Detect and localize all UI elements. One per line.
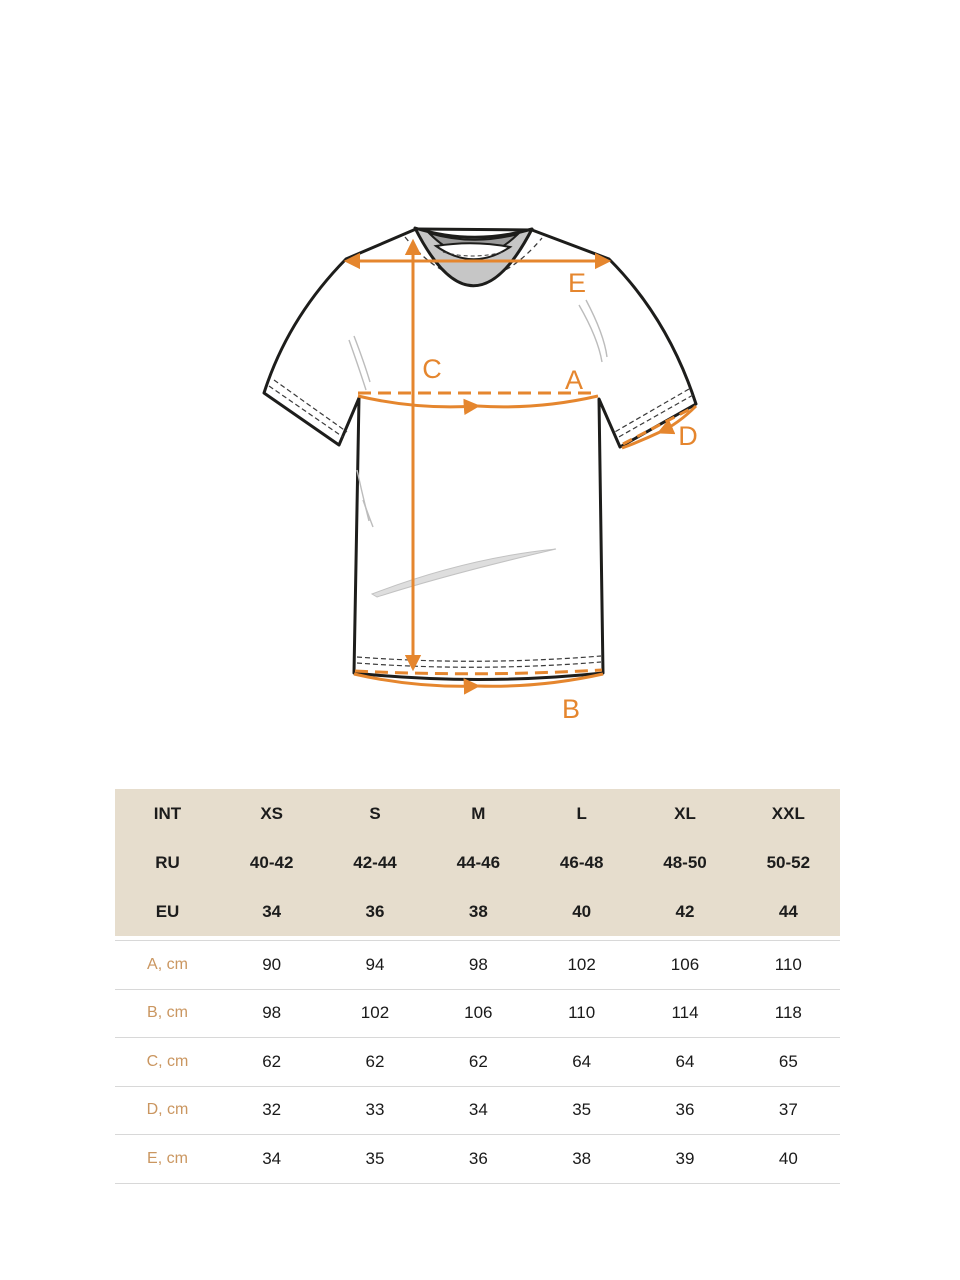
measurement-label-e: E <box>567 268 587 298</box>
value-c-xl: 64 <box>675 1051 695 1071</box>
value-e-s: 35 <box>365 1148 385 1168</box>
header-row-ru-label: RU <box>155 852 180 872</box>
header-row-eu-label: EU <box>155 901 180 921</box>
size-int-l: L <box>576 803 587 823</box>
size-table-header <box>115 789 840 936</box>
value-b-xxl: 118 <box>774 1003 802 1023</box>
value-e-xxl: 40 <box>778 1148 798 1168</box>
row-label-d-cm: D, cm <box>146 1101 189 1119</box>
size-eu-5: 42 <box>675 901 695 921</box>
size-eu-6: 44 <box>778 901 798 921</box>
size-int-s: S <box>369 803 381 823</box>
value-d-xs: 32 <box>262 1100 282 1120</box>
size-ru-5: 48-50 <box>663 852 707 872</box>
value-c-s: 62 <box>365 1051 385 1071</box>
size-int-m: M <box>471 803 486 823</box>
value-e-l: 38 <box>572 1148 592 1168</box>
value-b-l: 110 <box>568 1003 596 1023</box>
value-a-xxl: 110 <box>774 954 802 974</box>
value-b-xl: 114 <box>671 1003 699 1023</box>
row-label-c-cm: C, cm <box>146 1052 189 1070</box>
size-table <box>115 789 840 1184</box>
value-a-s: 94 <box>365 954 385 974</box>
size-int-xs: XS <box>260 803 283 823</box>
table-row-a <box>115 941 840 990</box>
value-a-m: 98 <box>468 954 488 974</box>
size-table-body <box>115 940 840 1184</box>
measurement-label-b: B <box>561 694 581 724</box>
value-c-l: 64 <box>572 1051 592 1071</box>
value-e-m: 36 <box>468 1148 488 1168</box>
value-b-xs: 98 <box>262 1003 282 1023</box>
value-b-m: 106 <box>464 1003 493 1023</box>
value-b-s: 102 <box>360 1003 390 1023</box>
measurement-label-d: D <box>678 421 698 451</box>
value-e-xs: 34 <box>262 1148 282 1168</box>
value-d-xxl: 37 <box>778 1100 798 1120</box>
table-row-d <box>115 1087 840 1136</box>
value-d-xl: 36 <box>675 1100 695 1120</box>
row-label-b-cm: B, cm <box>147 1004 188 1022</box>
table-row-e <box>115 1135 840 1184</box>
value-d-l: 35 <box>572 1100 592 1120</box>
size-eu-2: 36 <box>365 901 385 921</box>
size-ru-2: 42-44 <box>353 852 397 872</box>
value-e-xl: 39 <box>675 1148 695 1168</box>
value-a-l: 102 <box>567 954 596 974</box>
row-label-e-cm: E, cm <box>147 1149 188 1167</box>
value-c-xxl: 65 <box>778 1051 798 1071</box>
size-ru-6: 50-52 <box>766 852 811 872</box>
table-row-b <box>115 990 840 1039</box>
table-row-c <box>115 1038 840 1087</box>
size-int-xxl: XXL <box>771 803 805 823</box>
size-ru-3: 44-46 <box>456 852 501 872</box>
value-c-xs: 62 <box>262 1051 282 1071</box>
value-a-xl: 106 <box>670 954 700 974</box>
size-eu-4: 40 <box>572 901 592 921</box>
measurement-label-a: A <box>564 365 584 395</box>
header-row-int-label: INT <box>153 803 182 823</box>
value-d-m: 34 <box>468 1100 488 1120</box>
size-ru-4: 46-48 <box>559 852 604 872</box>
size-int-xl: XL <box>674 803 696 823</box>
measurement-label-c: C <box>422 354 442 384</box>
value-a-xs: 90 <box>262 954 282 974</box>
size-eu-3: 38 <box>468 901 488 921</box>
size-eu-1: 34 <box>262 901 282 921</box>
value-d-s: 33 <box>365 1100 385 1120</box>
row-label-a-cm: A, cm <box>147 955 188 973</box>
tshirt-outline <box>264 229 696 680</box>
value-c-m: 62 <box>468 1051 488 1071</box>
size-ru-1: 40-42 <box>249 852 294 872</box>
